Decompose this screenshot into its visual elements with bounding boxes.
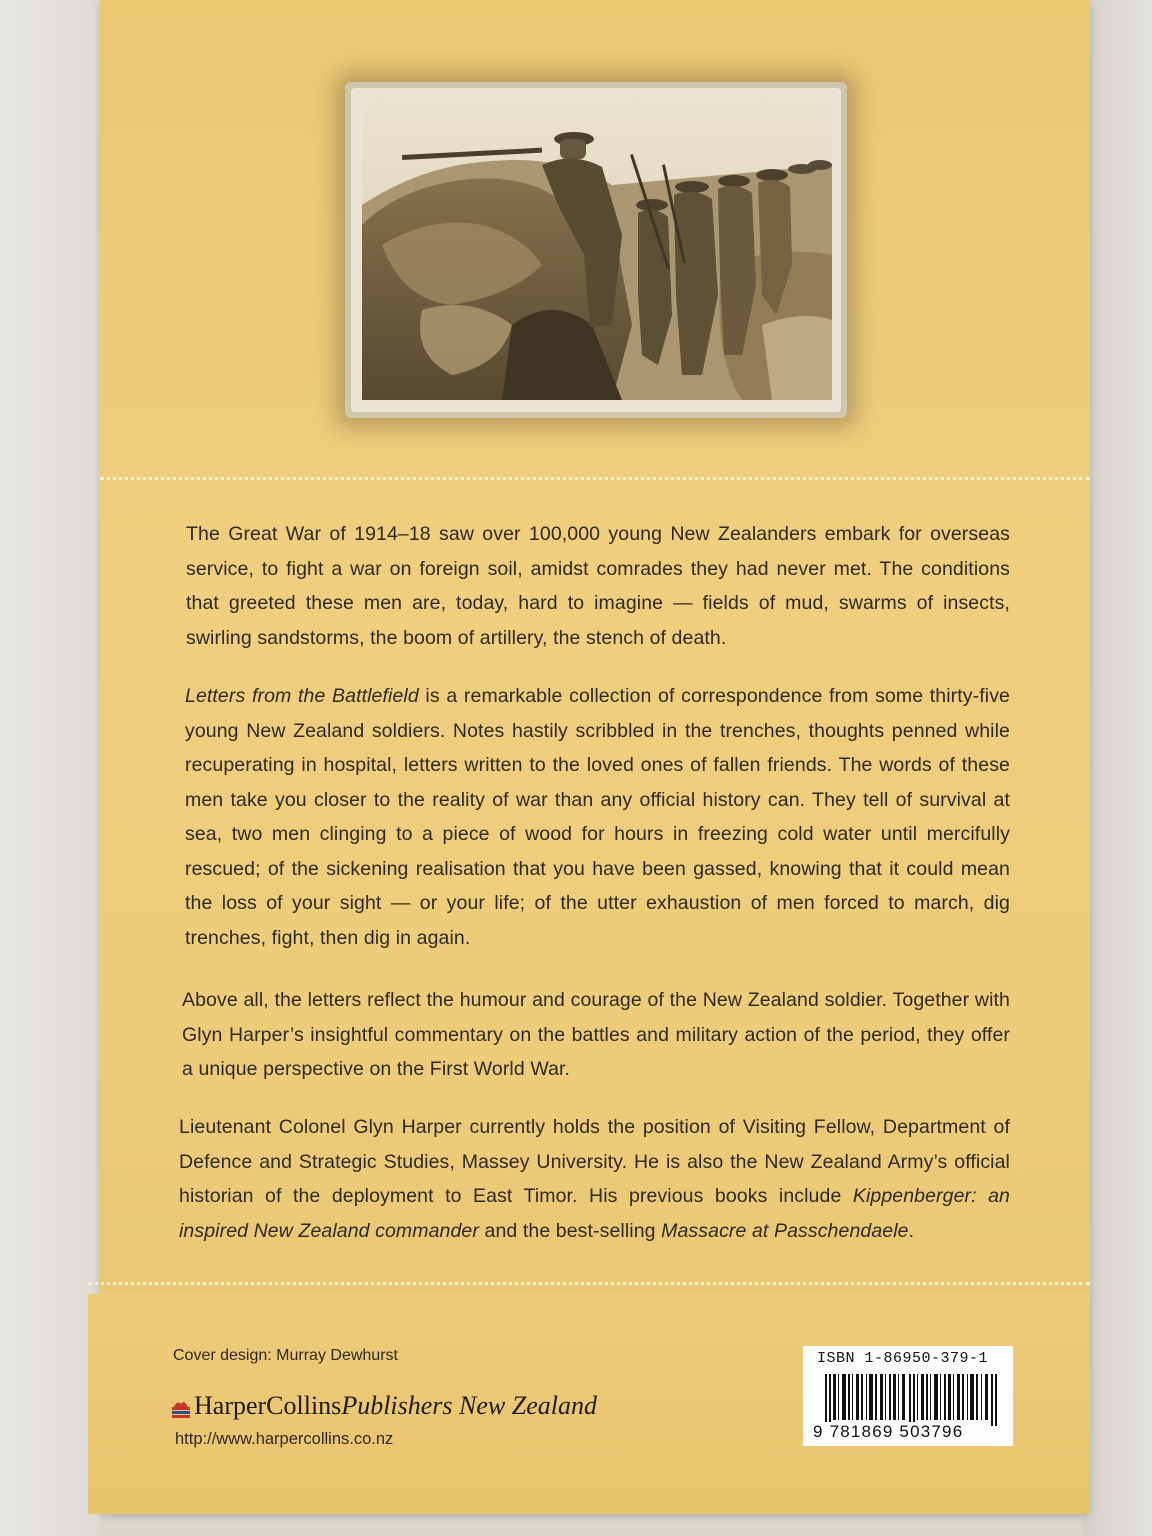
ean-number: 9 781869 503796 (813, 1422, 964, 1441)
author-bio-text-2: and the best-selling (478, 1219, 662, 1242)
publisher-url: http://www.harpercollins.co.nz (175, 1430, 394, 1448)
author-bio-end: . (908, 1219, 915, 1242)
isbn-barcode-box (803, 1346, 1013, 1446)
paragraph-collection-text: is a remarkable collection of correspondence from some thirty-five young New Zealand soldiers. Notes hastily scribbled in the trenches, thoughts penned while recuperating in hospital, letters written to the loved ones of fallen friends. The words of these men take you closer to the reality of war than any official history can. They tell of survival at sea, two men clinging to a piece of wood for hours in freezing cold water until mercifully rescued; of the sickening realisation that you have been gassed, knowing that it could mean the loss of your sight — or your life; of the utter exhaustion of men forced to march, dig trenches, fight, then dig in again. (185, 685, 1010, 949)
author-bio-text: Lieutenant Colonel Glyn Harper currently holds the position of Visiting Fellow, Department of Defence and Strategic Studies, Massey University. He is also the New Zealand Army’s official historian of the deployment to East Timor. His previous books include (179, 1116, 1010, 1207)
publisher-name: HarperCollins (194, 1391, 342, 1420)
publisher-logo (172, 1391, 597, 1421)
dotted-divider-top (100, 477, 1090, 480)
background-left (0, 0, 100, 1536)
background-right (1082, 0, 1152, 1536)
isbn-label: ISBN 1-86950-379-1 (817, 1350, 989, 1367)
paragraph-intro: The Great War of 1914–18 saw over 100,000 young New Zealanders embark for overseas service, to fight a war on foreign soil, amidst comrades they had never met. The conditions that greeted these men are, today, hard to imagine — fields of mud, swarms of insects, swirling sandstorms, the boom of artillery, the stench of death. (186, 523, 1010, 649)
trench-soldiers-photo (362, 95, 832, 400)
paragraph-humour: Above all, the letters reflect the humour and courage of the New Zealand soldier. Together with Glyn Harper’s insightful commentary on the battles and military action of the period, they offer a unique perspective on the First World War. (182, 989, 1010, 1080)
paragraph-collection (185, 679, 1010, 955)
barcode-icon (825, 1374, 1001, 1426)
book-title-passchendaele: Massacre at Passchendaele (661, 1219, 909, 1242)
book-title: Letters from the Battlefield (185, 685, 419, 707)
cover-design-credit: Cover design: Murray Dewhurst (173, 1347, 398, 1364)
dotted-divider-bottom (88, 1282, 1090, 1285)
trench-photo-illustration (362, 95, 832, 400)
publisher-suffix: Publishers New Zealand (341, 1391, 597, 1420)
paragraph-author-bio (179, 1110, 1010, 1248)
book-title-kippenberger: Kippenberger: an inspired New Zealand commander (179, 1185, 1010, 1242)
harpercollins-flame-icon (172, 1398, 190, 1418)
